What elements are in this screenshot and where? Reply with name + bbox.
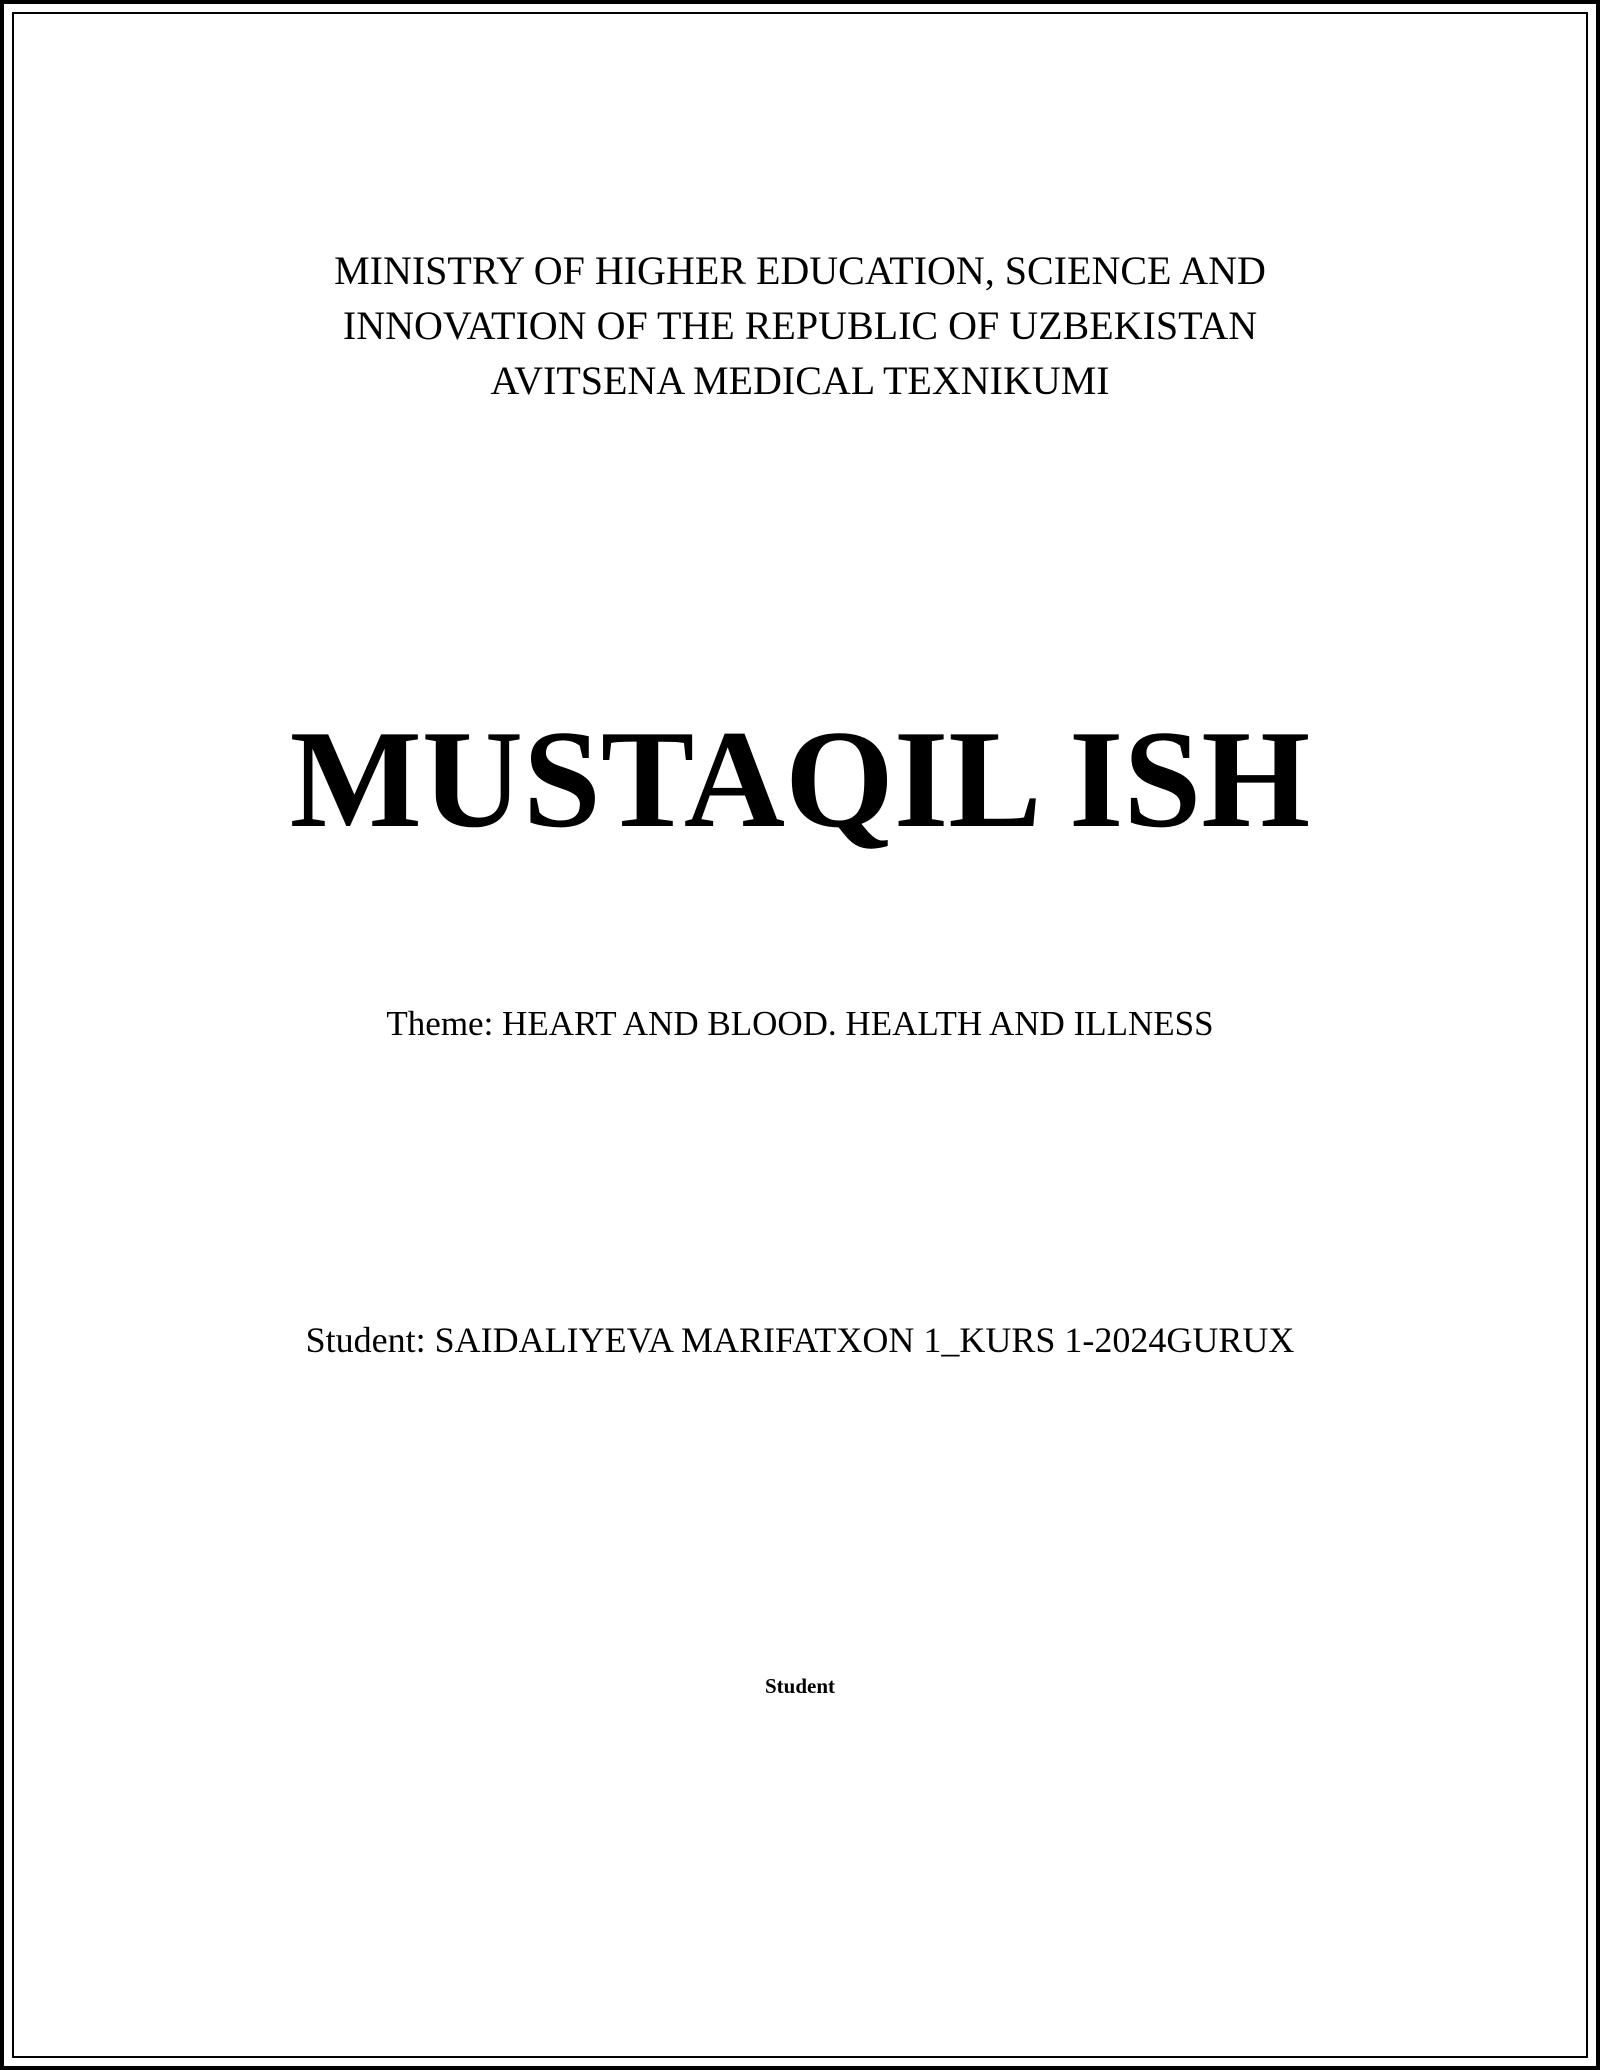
document-title: MUSTAQIL ISH (289, 702, 1311, 857)
institution-header (0, 243, 1600, 408)
student-info: Student: SAIDALIYEVA MARIFATXON 1_KURS 1-2024GURUX (305, 1320, 1295, 1360)
header-line-3: AVITSENA MEDICAL TEXNIKUMI (490, 358, 1110, 403)
theme-line: Theme: HEART AND BLOOD. HEALTH AND ILLNESS (386, 1004, 1214, 1043)
header-line-2: INNOVATION OF THE REPUBLIC OF UZBEKISTAN (342, 303, 1258, 348)
student-footer-label: Student (764, 1674, 836, 1698)
header-line-1: MINISTRY OF HIGHER EDUCATION, SCIENCE AND (334, 248, 1266, 293)
